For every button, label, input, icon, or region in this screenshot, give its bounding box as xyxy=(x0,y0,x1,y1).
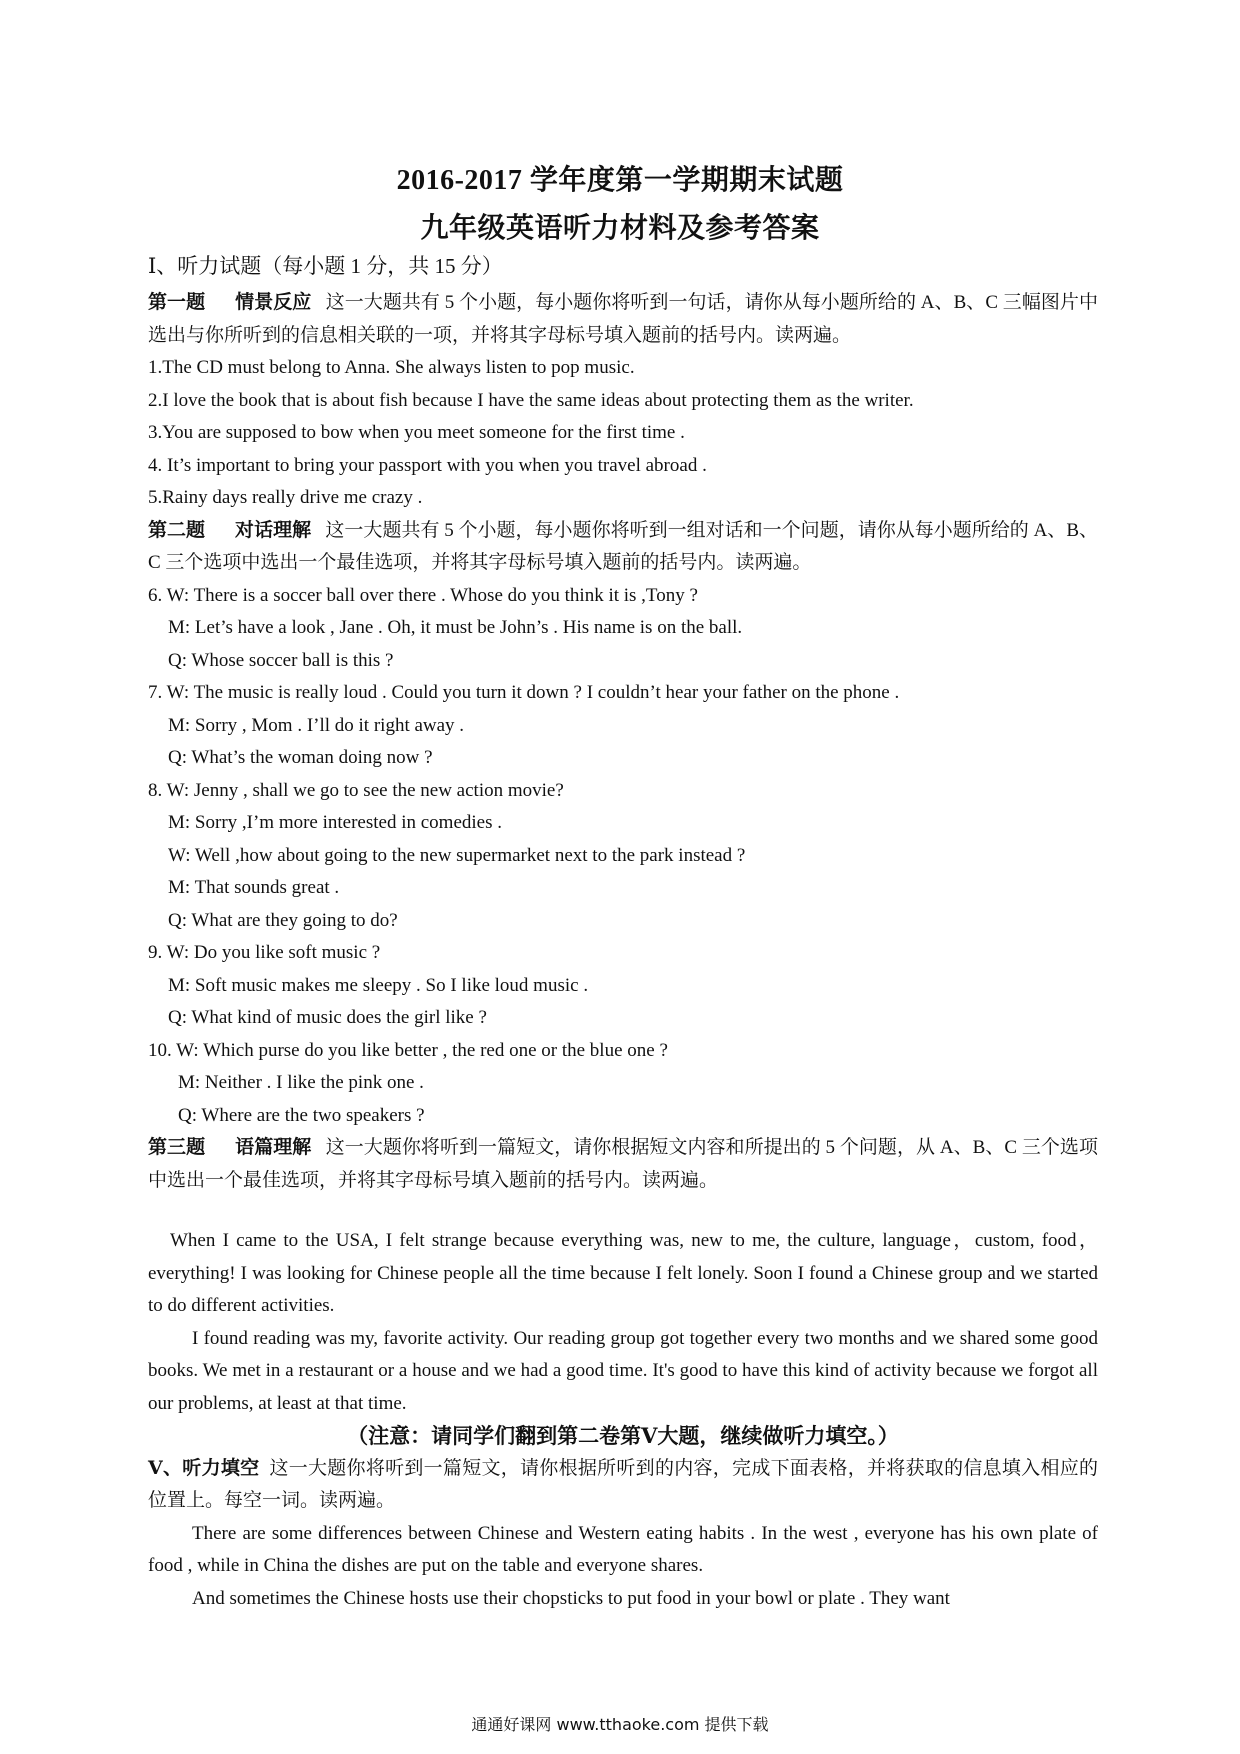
dialogue-line: Q: Whose soccer ball is this ? xyxy=(168,649,394,671)
dialogue-line: W: Well ,how about going to the new supermarket next to the park instead ? xyxy=(168,844,746,866)
dialogue-line: Q: What are they going to do? xyxy=(168,909,398,931)
section-5-label: Ⅴ、听力填空 xyxy=(148,1457,260,1479)
title-line-1: 2016-2017 学年度第一学期期末试题 xyxy=(396,165,844,196)
dialogue-line: 9. W: Do you like soft music ? xyxy=(148,942,381,963)
passage-paragraph: And sometimes the Chinese hosts use their chopsticks to put food in your bowl or plate . They want xyxy=(192,1587,950,1609)
dialogue-line: M: Soft music makes me sleepy . So I like loud music . xyxy=(168,974,589,996)
dialogue-line: 8. W: Jenny , shall we go to see the new action movie? xyxy=(148,779,564,801)
part-3-name: 语篇理解 xyxy=(235,1137,312,1158)
notice: （注意：请同学们翻到第二卷第Ⅴ大题，继续做听力填空。） xyxy=(347,1424,899,1448)
section-1-heading: Ⅰ、听力试题（每小题 1 分，共 15 分） xyxy=(148,254,503,278)
section-5-instructions xyxy=(148,1453,1098,1518)
dialogue-line: M: Let’s have a look , Jane . Oh, it must be John’s . His name is on the ball. xyxy=(168,617,743,638)
dialogue-line: Q: What kind of music does the girl like ? xyxy=(168,1007,487,1028)
dialogue-line: M: Sorry , Mom . I’ll do it right away . xyxy=(168,714,465,736)
part-1-item: 1.The CD must belong to Anna. She always listen to pop music. xyxy=(148,357,635,378)
dialogue-line: Q: Where are the two speakers ? xyxy=(178,1104,425,1126)
part-1-item: 2.I love the book that is about fish because I have the same ideas about protecting them as the writer. xyxy=(148,389,914,411)
passage-paragraph: I found reading was my, favorite activity. Our reading group got together every two months and we shared some good books. We met in a restaurant or a house and we had a good time. It's good to have this kind of activity because we forgot all our problems, at least at that time. xyxy=(148,1327,1098,1414)
dialogue-line: M: Sorry ,I’m more interested in comedies . xyxy=(168,812,503,833)
part-2-instruction-text: 这一大题共有 5 个小题，每小题你将听到一组对话和一个问题，请你从每小题所给的 A、B、C 三个选项中选出一个最佳选项，并将其字母标号填入题前的括号内。读两遍。 xyxy=(148,519,1098,573)
part-1-item: 4. It’s important to bring your passport with you when you travel abroad . xyxy=(148,454,707,476)
dialogue-line: M: Neither . I like the pink one . xyxy=(178,1072,424,1093)
footer-source: 通通好课网 www.tthaoke.com 提供下载 xyxy=(471,1715,769,1734)
part-1-name: 情景反应 xyxy=(235,292,312,313)
part-2-label: 第二题 xyxy=(148,519,206,541)
document-body xyxy=(148,287,1098,1615)
title-line-2: 九年级英语听力材料及参考答案 xyxy=(420,213,820,244)
dialogue-line: Q: What’s the woman doing now ? xyxy=(168,747,433,768)
part-1-item: 3.You are supposed to bow when you meet someone for the first time . xyxy=(148,422,685,443)
part-1-instruction-text: 这一大题共有 5 个小题，每小题你将听到一句话，请你从每小题所给的 A、B、C 三幅图片中选出与你所听到的信息相关联的一项，并将其字母标号填入题前的括号内。读两遍。 xyxy=(148,292,1098,346)
dialogue-line: 6. W: There is a soccer ball over there . Whose do you think it is ,Tony ? xyxy=(148,584,698,606)
part-3-instruction-text: 这一大题你将听到一篇短文，请你根据短文内容和所提出的 5 个问题，从 A、B、C 三个选项中选出一个最佳选项，并将其字母标号填入题前的括号内。读两遍。 xyxy=(148,1137,1098,1191)
dialogue-line: M: That sounds great . xyxy=(168,877,340,898)
part-1-instructions xyxy=(148,287,1098,352)
part-3-instructions xyxy=(148,1132,1098,1197)
part-2-instructions xyxy=(148,515,1098,580)
part-3-label: 第三题 xyxy=(148,1137,206,1158)
dialogue-line: 10. W: Which purse do you like better , the red one or the blue one ? xyxy=(148,1039,668,1061)
passage-paragraph: When I came to the USA, I felt strange because everything was, new to me, the culture, language，custom, food，everything! I was looking for Chinese people all the time because I felt lonely. Soon I found a Chinese group and we started to do different activities. xyxy=(148,1230,1098,1316)
dialogue-line: 7. W: The music is really loud . Could you turn it down ? I couldn’t hear your father on the phone . xyxy=(148,682,900,703)
passage-paragraph: There are some differences between Chinese and Western eating habits . In the west , everyone has his own plate of food , while in China the dishes are put on the table and everyone shares. xyxy=(148,1522,1098,1576)
part-1-label: 第一题 xyxy=(148,292,206,313)
section-5-instruction-text: 这一大题你将听到一篇短文，请你根据所听到的内容，完成下面表格，并将获取的信息填入相应的位置上。每空一词。读两遍。 xyxy=(148,1457,1098,1511)
part-1-item: 5.Rainy days really drive me crazy . xyxy=(148,487,423,508)
part-2-name: 对话理解 xyxy=(235,519,312,541)
